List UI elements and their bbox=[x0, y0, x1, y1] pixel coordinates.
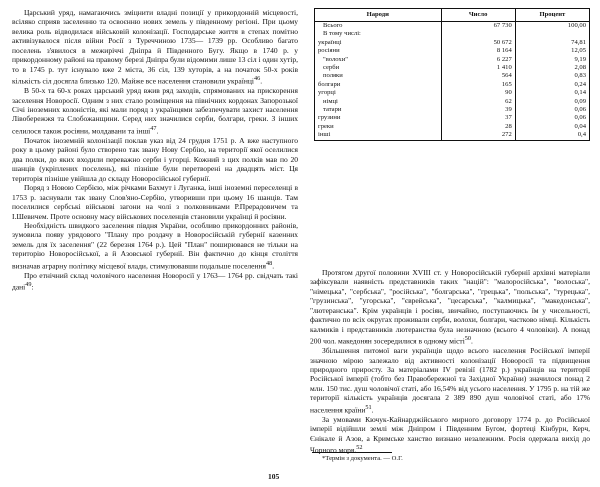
table-row: угорцi 90 0,14 bbox=[315, 89, 590, 97]
paragraph-text: В 50-х та 60-х роках царський уряд вжив ряд заходiв, спрямованих на прискорення заселення Новоросiї. Одним з них стало розмiщення на пiвнiчних кордонах Запорозької Сiчi iноземних колонiстiв, якi мали поряд з українцями забезпечувати захист населення Лiвобережжя та Слобожанщини. Серед них значилися серби, болгари, греки. З iнших селилося також росiяни, молдавани та iншi bbox=[12, 86, 298, 136]
table-row: "волохи" 6 227 9,19 bbox=[315, 56, 590, 64]
footnote-mark: 46 bbox=[253, 75, 261, 83]
table-row: українцi 50 672 74,81 bbox=[315, 39, 590, 47]
footnote-mark: 51 bbox=[365, 403, 372, 411]
footnote-mark: 47 bbox=[150, 124, 157, 132]
footnote: *Термiн з документа. — О.Г. bbox=[322, 455, 403, 462]
table-row: нiмцi 62 0,09 bbox=[315, 98, 590, 106]
ethnic-composition-table bbox=[314, 8, 590, 141]
paragraph-text: Збiльшення питомої ваги українцiв щодо всього населення Росiйської iмперiї значною мiрою залежало вiд активностi колонiзацiї Новоросiї та пiдвищення природного приросту. За матерiалами IV ревiзiї (1782 р.) українцiв на територiї Росiйської iмперiї (тобто без Правобережної та Захiдної України) значилося понад 2 млн. 150 тис. душ чоловiчої статi, або 16,54% вiд усього населення. У 1795 р. на тiй же територiї кiлькiсть українцiв досягала 2 389 890 душ чоловiчої статi, або 17% населення країни bbox=[310, 346, 590, 415]
paragraph: Царський уряд, намагаючись змiцнити владнi позицiї у прикордоннiй мiсцевостi, всiляко сприяв заселенню та освоєнню нових земель у пiвденному регiонi. При цьому велика роль вiдводилася вiйськовiй колонiзацiї. Господарське життя в степах помiтно активiзувалося пiсля вiйни Росiї з Туреччиною 1735— 1739 рр. Особливо багато поселень з'явилося в межирiччi Днiпра й Пiвденного Бугу. Якщо в 1740 р. у прикордонному районi на правому березi Днiпра були вiдомими лише 13 сiл i один хутiр, то в 1745 р. тут iснувало вже 2 мiста, 36 сiл, 139 хуторiв, а на початок 50-х рокiв кiлькiсть сiл досягла близько 120. Майже все населення становили українцi$^{46}$. bbox=[12, 8, 298, 86]
paragraph-text: Необхiднiсть швидкого заселення пiвдня України, особливо прикордонних районiв, зумовила появу урядового "Плану про роздачу в Новоросiйськiй губернiї казенних земель для їх заселення" (22 березня 1764 р.). Цей "План" поширювався не тiльки на територiю Новоросiйської, а й Азовської губернiї. Вiн фактично до кiнця столiття визначав аграрну полiтику мiсцевої влади, стимулювавши подальше поселення bbox=[12, 220, 298, 271]
paragraph-text: Протягом другої половини XVIII ст. у Новоросiйськiй губернiї архiвнi матерiали зафiксували наявнiсть представникiв таких "нацiй": "малоросiйська", "волоська", "нiмецька", "сербська", "росiйська", "болгарська", "грецька", "польська", "турецька", "грузинська", "угорська", "єврейська", "цесарська", "калмицька", "македонська", "лютеранська". Крiм українцiв i росiян, звичайно, поступаючись їм у чисельностi, фактично по всiх округах проживали серби, волохи, болгари, частково нiмцi. Кiлькiсть калмикiв i представникiв лютеранства була незначною (всього 4 чоловiки). А понад 200 чол. македонян зосередилися в одному мiстi bbox=[310, 268, 590, 346]
header-count: Число bbox=[441, 9, 515, 22]
paragraph-text: Царський уряд, намагаючись змiцнити владнi позицiї у прикордоннiй мiсцевостi, всiляко сприяв заселенню та освоєнню нових земель у пiвденному регiонi. При цьому велика роль вiдводилася вiйськовiй колонiзацiї. Господарське життя в степах помiтно активiзувалося пiсля вiйни Росiї з Туреччиною 1735— 1739 рр. Особливо багато поселень з'явилося в межирiччi Днiпра й Пiвденного Бугу. Якщо в 1740 р. у прикордонному районi на правому березi Днiпра були вiдомими лише 13 сiл i один хутiр, то в 1745 р. тут iснувало вже 2 мiста, 36 сiл, 139 хуторiв, а на початок 50-х рокiв кiлькiсть сiл досягла близько 120. Майже все населення становили українцi bbox=[12, 8, 298, 86]
page-number: 105 bbox=[268, 472, 280, 481]
table-row: Всього 67 730 100,00 bbox=[315, 22, 590, 31]
table-row: поляки 564 0,83 bbox=[315, 72, 590, 80]
paragraph: Початок iноземнiй колонiзацiї поклав указ вiд 24 грудня 1751 р. А вже наступного року в цьому районi було створено так звану Нову Сербiю, на територiї якої оселилися два полки, до яких входили переважно серби i угорцi. Кожний з цих полкiв мав по 20 шанцiв (укрiплених поселень), якi пiзнiше були перетворенi на двадцять мiст. Ця територiя пiзнiше увiйшла до складу Новоросiйської губернiї. bbox=[12, 135, 298, 183]
table-row: росiяни 8 164 12,05 bbox=[315, 47, 590, 55]
table-header-row bbox=[315, 9, 590, 22]
table-row: греки 28 0,04 bbox=[315, 123, 590, 131]
paragraph-text: За умовами Кючук-Кайнарджiйського мирного договору 1774 р. до Росiйської iмперiї вiдiйшли землi мiж Днiпром i Пiвденним Бугом, фортецi Кiнбурн, Керч, Єнiкале й Азов, а Кримське ханство визнано незалежним. Росiя одержала вихiд до Чорного моря. bbox=[310, 414, 590, 455]
left-text-column bbox=[12, 8, 298, 292]
table-row: болгари 165 0,24 bbox=[315, 81, 590, 89]
paragraph-text: Про етнiчний склад чоловiчого населення Новоросiї у 1763— 1764 рр. свiдчать такi данi bbox=[12, 270, 298, 292]
table-row: татари 39 0,06 bbox=[315, 106, 590, 114]
paragraph-text: Поряд з Новою Сербiєю, мiж рiчками Бахмут i Луганка, iншi iноземнi переселенцi в 1753 р. заснували так звану Слов'яно-Сербiю, утворивши при цьому 16 шанцiв. Там поселилися сербськi вiйськовi загони на чолi з полковниками Р.Прерадовичем та I.Шевичем. Проте основну масу вiйськових поселенцiв становили українцi й росiяни. bbox=[12, 183, 298, 221]
header-percent: Процент bbox=[515, 9, 589, 22]
table-row: iншi 272 0,4 bbox=[315, 131, 590, 140]
footnote-divider bbox=[312, 452, 392, 453]
table-row: В тому числi: bbox=[315, 30, 590, 38]
table-row: грузини 37 0,06 bbox=[315, 114, 590, 122]
right-text-column bbox=[310, 268, 590, 455]
paragraph: Протягом другої половини XVIII ст. у Новоросiйськiй губернiї архiвнi матерiали зафiксували наявнiсть представникiв таких "нацiй": "малоросiйська", "волоська", "нiмецька", "сербська", "росiйська", "болгарська", "грецька", "польська", "турецька", "грузинська", "угорська", "єврейська", "цесарська", "калмицька", "македонська", "лютеранська". Крiм українцiв i росiян, звичайно, поступаючись їм у чисельностi, фактично по всiх округах проживали серби, волохи, болгари, частково нiмцi. Кiлькiсть калмикiв i представникiв лютеранства була незначною (всього 4 чоловiки). А понад 200 чол. македонян зосередилися в одному мiстi$^{50}$. bbox=[310, 268, 590, 346]
table-row: серби 1 410 2,08 bbox=[315, 64, 590, 72]
footnote-mark: 48 bbox=[265, 259, 273, 267]
paragraph: Про етнiчний склад чоловiчого населення Новоросiї у 1763— 1764 рр. свiдчать такi данi$^{49}$: bbox=[12, 270, 298, 292]
footnote-mark: 52 bbox=[356, 444, 363, 452]
paragraph: Збiльшення питомої ваги українцiв щодо всього населення Росiйської iмперiї значною мiрою залежало вiд активностi колонiзацiї Новоросiї та пiдвищення природного приросту. За матерiалами IV ревiзiї (1782 р.) українцiв на територiї Росiйської iмперiї (тобто без Правобережної та Захiдної України) значилося понад 2 млн. 150 тис. душ чоловiчої статi, або 16,54% вiд усього населення. У 1795 р. на тiй же територiї кiлькiсть українцiв досягала 2 389 890 душ чоловiчої статi, або 17% населення країни$^{51}$. bbox=[310, 346, 590, 415]
paragraph bbox=[12, 183, 298, 221]
header-peoples: Народи bbox=[315, 9, 442, 22]
footnote-mark: 50 bbox=[464, 335, 472, 343]
paragraph: В 50-х та 60-х роках царський уряд вжив ряд заходiв, спрямованих на прискорення заселення Новоросiї. Одним з них стало розмiщення на пiвнiчних кордонах Запорозької Сiчi iноземних колонiстiв, якi мали поряд з українцями забезпечувати захист населення Лiвобережжя та Слобожанщини. Серед них значилися серби, болгари, греки. З iнших селилося також росiяни, молдавани та iншi$^{47}$. bbox=[12, 86, 298, 136]
paragraph: Необхiднiсть швидкого заселення пiвдня України, особливо прикордонних районiв, зумовила появу урядового "Плану про роздачу в Новоросiйськiй губернiї казенних земель для їх заселення" (22 березня 1764 р.). Цей "План" поширювався не тiльки на територiю Новоросiйської, а й Азовської губернiї. Вiн фактично до кiнця столiття визначав аграрну полiтику мiсцевої влади, стимулювавши подальше поселення$^{48}$. bbox=[12, 220, 298, 271]
paragraph-text: Початок iноземнiй колонiзацiї поклав указ вiд 24 грудня 1751 р. А вже наступного року в цьому районi було створено так звану Нову Сербiю, на територiї якої оселилися два полки, до яких входили переважно серби i угорцi. Кожний з цих полкiв мав по 20 шанцiв (укрiплених поселень), якi пiзнiше були перетворенi на двадцять мiст. Ця територiя пiзнiше увiйшла до складу Новоросiйської губернiї bbox=[12, 135, 298, 183]
footnote-mark: 49 bbox=[25, 281, 32, 289]
paragraph bbox=[310, 415, 590, 455]
